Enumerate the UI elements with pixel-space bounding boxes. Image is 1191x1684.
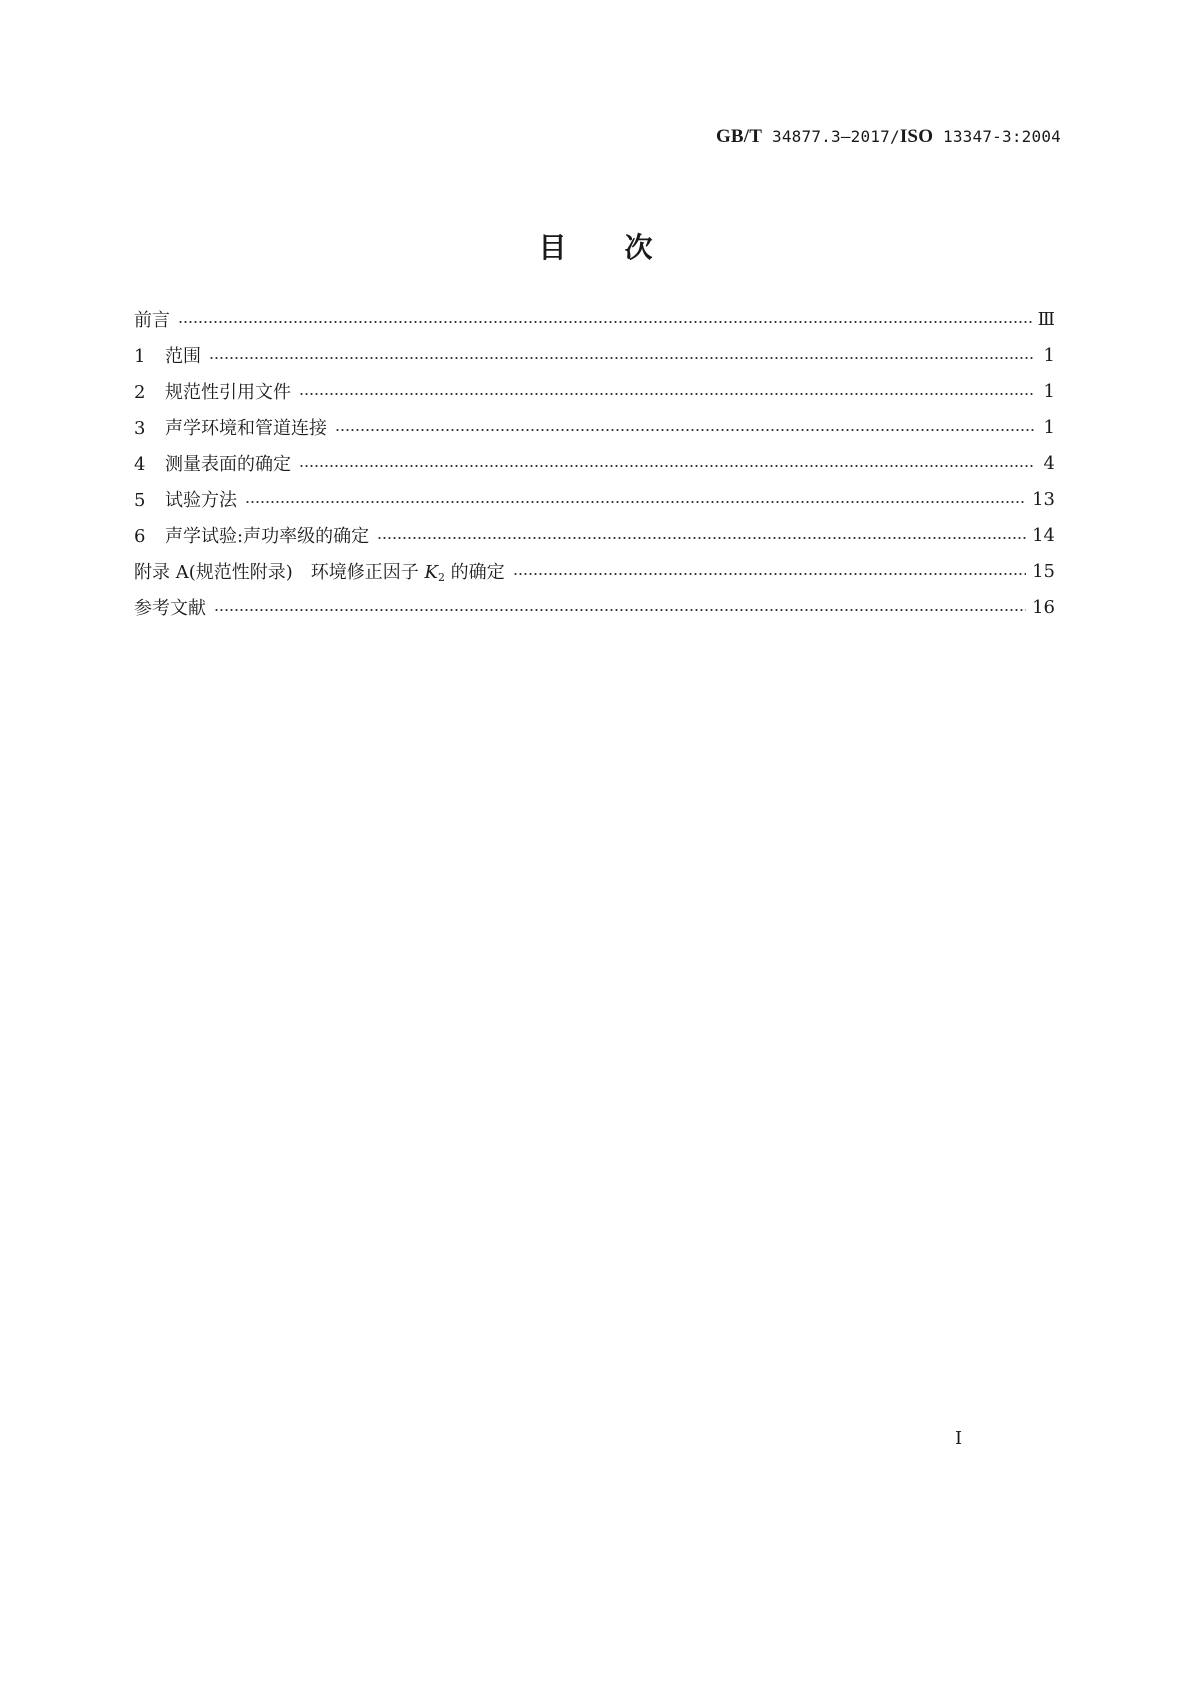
dot-leader (209, 357, 1035, 359)
dot-leader (377, 537, 1026, 539)
dot-leader (299, 393, 1035, 395)
dot-leader (178, 321, 1032, 323)
page-title (0, 226, 1191, 266)
toc-entry-test-method[interactable] (134, 481, 1055, 517)
toc-entry-label: 2 规范性引用文件 (134, 382, 291, 403)
iso-number: 13347-3:2004 (933, 127, 1061, 146)
toc-entry-number: 2 (134, 382, 146, 403)
toc-entry-page: 16 (1032, 596, 1055, 618)
toc-entry-label: 参考文献 (134, 598, 206, 619)
toc-entry-number: 3 (134, 418, 146, 439)
toc-entry-scope[interactable] (134, 337, 1055, 373)
toc-entry-label: 4 测量表面的确定 (134, 454, 291, 475)
symbol-k: K (424, 562, 438, 583)
title-char-1: 目 (538, 231, 567, 264)
toc-entry-measurement-surface[interactable] (134, 445, 1055, 481)
toc-entry-label: 1 范围 (134, 346, 201, 367)
toc-entry-number: 5 (134, 490, 146, 511)
toc-entry-page: 15 (1032, 560, 1055, 582)
toc-entry-page: 13 (1032, 488, 1055, 510)
standard-number: 34877.3—2017/ (762, 127, 900, 146)
toc-entry-page: 1 (1043, 380, 1055, 402)
table-of-contents (134, 301, 1055, 625)
symbol-subscript: 2 (437, 571, 445, 584)
toc-entry-page: 4 (1043, 452, 1055, 474)
toc-entry-label: 6 声学试验:声功率级的确定 (134, 526, 370, 547)
toc-entry-page: 1 (1043, 416, 1055, 438)
dot-leader (513, 573, 1026, 575)
toc-entry-page: Ⅲ (1037, 308, 1055, 330)
toc-entry-acoustic-environment[interactable] (134, 409, 1055, 445)
toc-entry-number: 6 (134, 526, 146, 547)
dot-leader (299, 465, 1035, 467)
standard-number-header (716, 126, 1061, 148)
toc-entry-label: 3 声学环境和管道连接 (134, 418, 327, 439)
dot-leader (214, 609, 1026, 611)
title-char-2: 次 (624, 231, 653, 264)
iso-code: ISO (899, 126, 934, 147)
toc-entry-annex-a[interactable] (134, 553, 1055, 589)
dot-leader (245, 501, 1026, 503)
toc-entry-acoustic-test[interactable] (134, 517, 1055, 553)
toc-entry-page: 1 (1043, 344, 1055, 366)
toc-entry-number: 1 (134, 346, 146, 367)
dot-leader (335, 429, 1035, 431)
toc-entry-number: 4 (134, 454, 146, 475)
toc-entry-foreword[interactable] (134, 301, 1055, 337)
toc-entry-page: 14 (1032, 524, 1055, 546)
toc-entry-label: 5 试验方法 (134, 490, 237, 511)
toc-entry-label: 附录 A(规范性附录) 环境修正因子 $K_2$ 的确定 (134, 562, 505, 584)
page-number: I (955, 1428, 963, 1449)
toc-entry-bibliography[interactable] (134, 589, 1055, 625)
toc-entry-normative-references[interactable] (134, 373, 1055, 409)
standard-code: GB/T (715, 126, 763, 147)
toc-entry-label: 前言 (134, 310, 170, 331)
